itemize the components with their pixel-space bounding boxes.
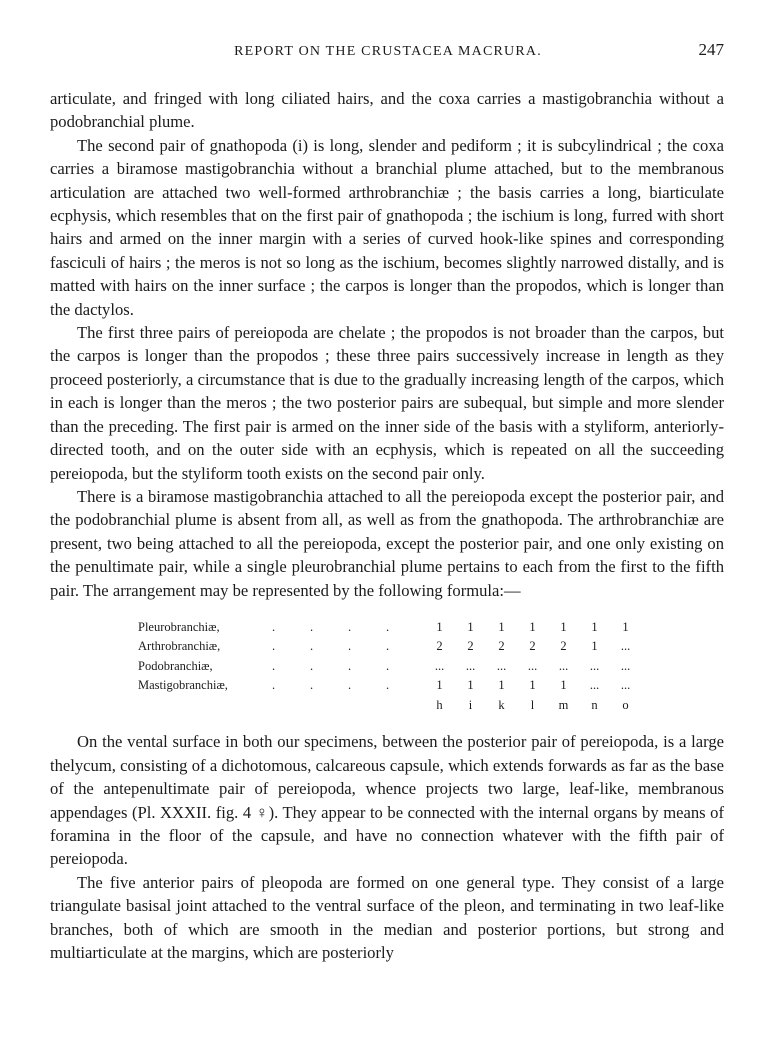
formula-cell: ... <box>434 658 445 673</box>
formula-row-podobranchiae <box>138 657 641 677</box>
formula-cell: 2 <box>560 639 567 654</box>
leader-dot: . <box>386 658 390 673</box>
formula-cell: 1 <box>498 619 505 634</box>
formula-cell: 1 <box>591 639 598 654</box>
appendage-letter: l <box>530 697 535 712</box>
appendage-letter: i <box>468 697 473 712</box>
formula-cell: ... <box>620 678 631 693</box>
appendage-letter: h <box>436 697 443 712</box>
article-body <box>50 87 724 965</box>
page-header <box>52 40 724 62</box>
leader-dot: . <box>386 619 390 634</box>
leader-dot: . <box>348 639 352 654</box>
leader-dot: . <box>310 658 314 673</box>
formula-cell: 1 <box>436 678 443 693</box>
formula-cell: ... <box>589 658 600 673</box>
leader-dot: . <box>272 658 276 673</box>
formula-cell: ... <box>465 658 476 673</box>
formula-cell: 1 <box>436 619 443 634</box>
paragraph-pleopoda: The five anterior pairs of pleopoda are formed on one general type. They consist of a large triangulate basisal joint attached to the ventral surface of the pleon, and terminating in two leaf-like branches, both of which are smooth in the median and posterior portions, but strong and multiarticulate at the margins, which are posteriorly <box>50 872 724 963</box>
formula-cell: 1 <box>560 619 567 634</box>
row-label: Arthrobranchiæ, <box>138 639 221 654</box>
row-label: Podobranchiæ, <box>138 658 213 673</box>
paragraph-branchiae: There is a biramose mastigobranchia attached to all the pereiopoda except the posterior pair, and the podobranchial plume is absent from all, as well as from the gnathopoda. The arthrobranchiæ are present, two being attached to all the pereiopoda, except the posterior pair, and one only existing on the penultimate pair, while a single pleurobranchial plume pertains to each from the first to the fifth pair. The arrangement may be represented by the following formula:— <box>50 486 724 600</box>
formula-cell: 2 <box>467 639 474 654</box>
formula-cell: 1 <box>529 619 536 634</box>
leader-empty <box>272 696 310 716</box>
row-label: Mastigobranchiæ, <box>138 678 228 693</box>
appendage-letter: o <box>622 697 629 712</box>
formula-cell: ... <box>589 678 600 693</box>
formula-row-mastigobranchiae <box>138 676 641 696</box>
formula-cell: ... <box>527 658 538 673</box>
leader-empty <box>348 696 386 716</box>
row-label: Pleurobranchiæ, <box>138 619 220 634</box>
formula-cell: 2 <box>529 639 536 654</box>
leader-dot: . <box>272 678 276 693</box>
formula-cell: 1 <box>560 678 567 693</box>
formula-cell: ... <box>558 658 569 673</box>
leader-dot: . <box>310 619 314 634</box>
formula-cell: 2 <box>498 639 505 654</box>
leader-dot: . <box>272 639 276 654</box>
row-label-empty <box>138 696 272 716</box>
paragraph-pereiopoda: The first three pairs of pereiopoda are chelate ; the propodos is not broader than the carpos, but the carpos is longer than the propodos ; these three pairs successively increase in length as they proceed posteriorly, a circumstance that is due to the gradually increasing length of the carpos, which in each is longer than the meros ; the two posterior pairs are subequal, but simple and more slender than the preceding. The first pair is armed on the inner side of the basis with a styliform, anteriorly-directed tooth, and on the outer side with an ecphysis, which is repeated on all the succeeding pereiopoda, but the styliform tooth exists on the second pair only. <box>50 323 724 483</box>
paragraph-second-gnathopoda: The second pair of gnathopoda (i) is long, slender and pediform ; it is subcylindrical ; the coxa carries a biramose mastigobranchia without a branchial plume attached, but to the membranous articulation are attached two well-formed arthrobranchiæ ; the basis carries a long, biarticulate ecphysis, which resembles that on the first pair of gnathopoda ; the ischium is long, furred with short hairs and armed on the inner margin with a series of curved hook-like spines and corresponding fasciculi of hairs ; the meros is not so long as the ischium, becomes slightly narrowed distally, and is matted with hairs on the inner surface ; the carpos is longer than the propodos, which is longer than the dactylos. <box>50 135 724 319</box>
formula-cell: 1 <box>591 619 598 634</box>
appendage-letter: n <box>591 697 598 712</box>
leader-dot: . <box>272 619 276 634</box>
leader-empty <box>386 696 424 716</box>
appendage-letter: m <box>558 697 569 712</box>
formula-cell: 1 <box>467 678 474 693</box>
running-title: REPORT ON THE CRUSTACEA MACRURA. <box>234 44 542 59</box>
page-number: 247 <box>698 40 724 59</box>
leader-dot: . <box>386 639 390 654</box>
leader-dot: . <box>386 678 390 693</box>
formula-row-pleurobranchiae <box>138 618 641 638</box>
leader-dot: . <box>310 639 314 654</box>
branchial-formula-table <box>138 618 641 716</box>
formula-row-appendage-letters <box>138 696 641 716</box>
paragraph-thelycum: On the vental surface in both our specimens, between the posterior pair of pereiopoda, is a large thelycum, consisting of a dichotomous, calcareous capsule, which extends forwards as far as the base of the antepenultimate pair of pereiopoda, whence projects two large, leaf-like, membranous appendages (Pl. XXXII. fig. 4 ♀). They appear to be connected with the internal organs by means of foramina in the floor of the capsule, and have no connection whatever with the fifth pair of pereiopoda. <box>50 732 724 869</box>
leader-dot: . <box>310 678 314 693</box>
formula-cell: ... <box>620 639 631 654</box>
formula-cell: 1 <box>467 619 474 634</box>
formula-cell: 1 <box>529 678 536 693</box>
leader-dot: . <box>348 658 352 673</box>
leader-dot: . <box>348 619 352 634</box>
leader-dot: . <box>348 678 352 693</box>
leader-empty <box>310 696 348 716</box>
formula-cell: 1 <box>498 678 505 693</box>
formula-cell: 1 <box>622 619 629 634</box>
appendage-letter: k <box>498 697 505 712</box>
paragraph-continued: articulate, and fringed with long ciliated hairs, and the coxa carries a mastigobranchia without a podobranchial plume. <box>50 89 724 132</box>
formula-cell: ... <box>496 658 507 673</box>
formula-row-arthrobranchiae <box>138 637 641 657</box>
formula-cell: ... <box>620 658 631 673</box>
formula-cell: 2 <box>436 639 443 654</box>
